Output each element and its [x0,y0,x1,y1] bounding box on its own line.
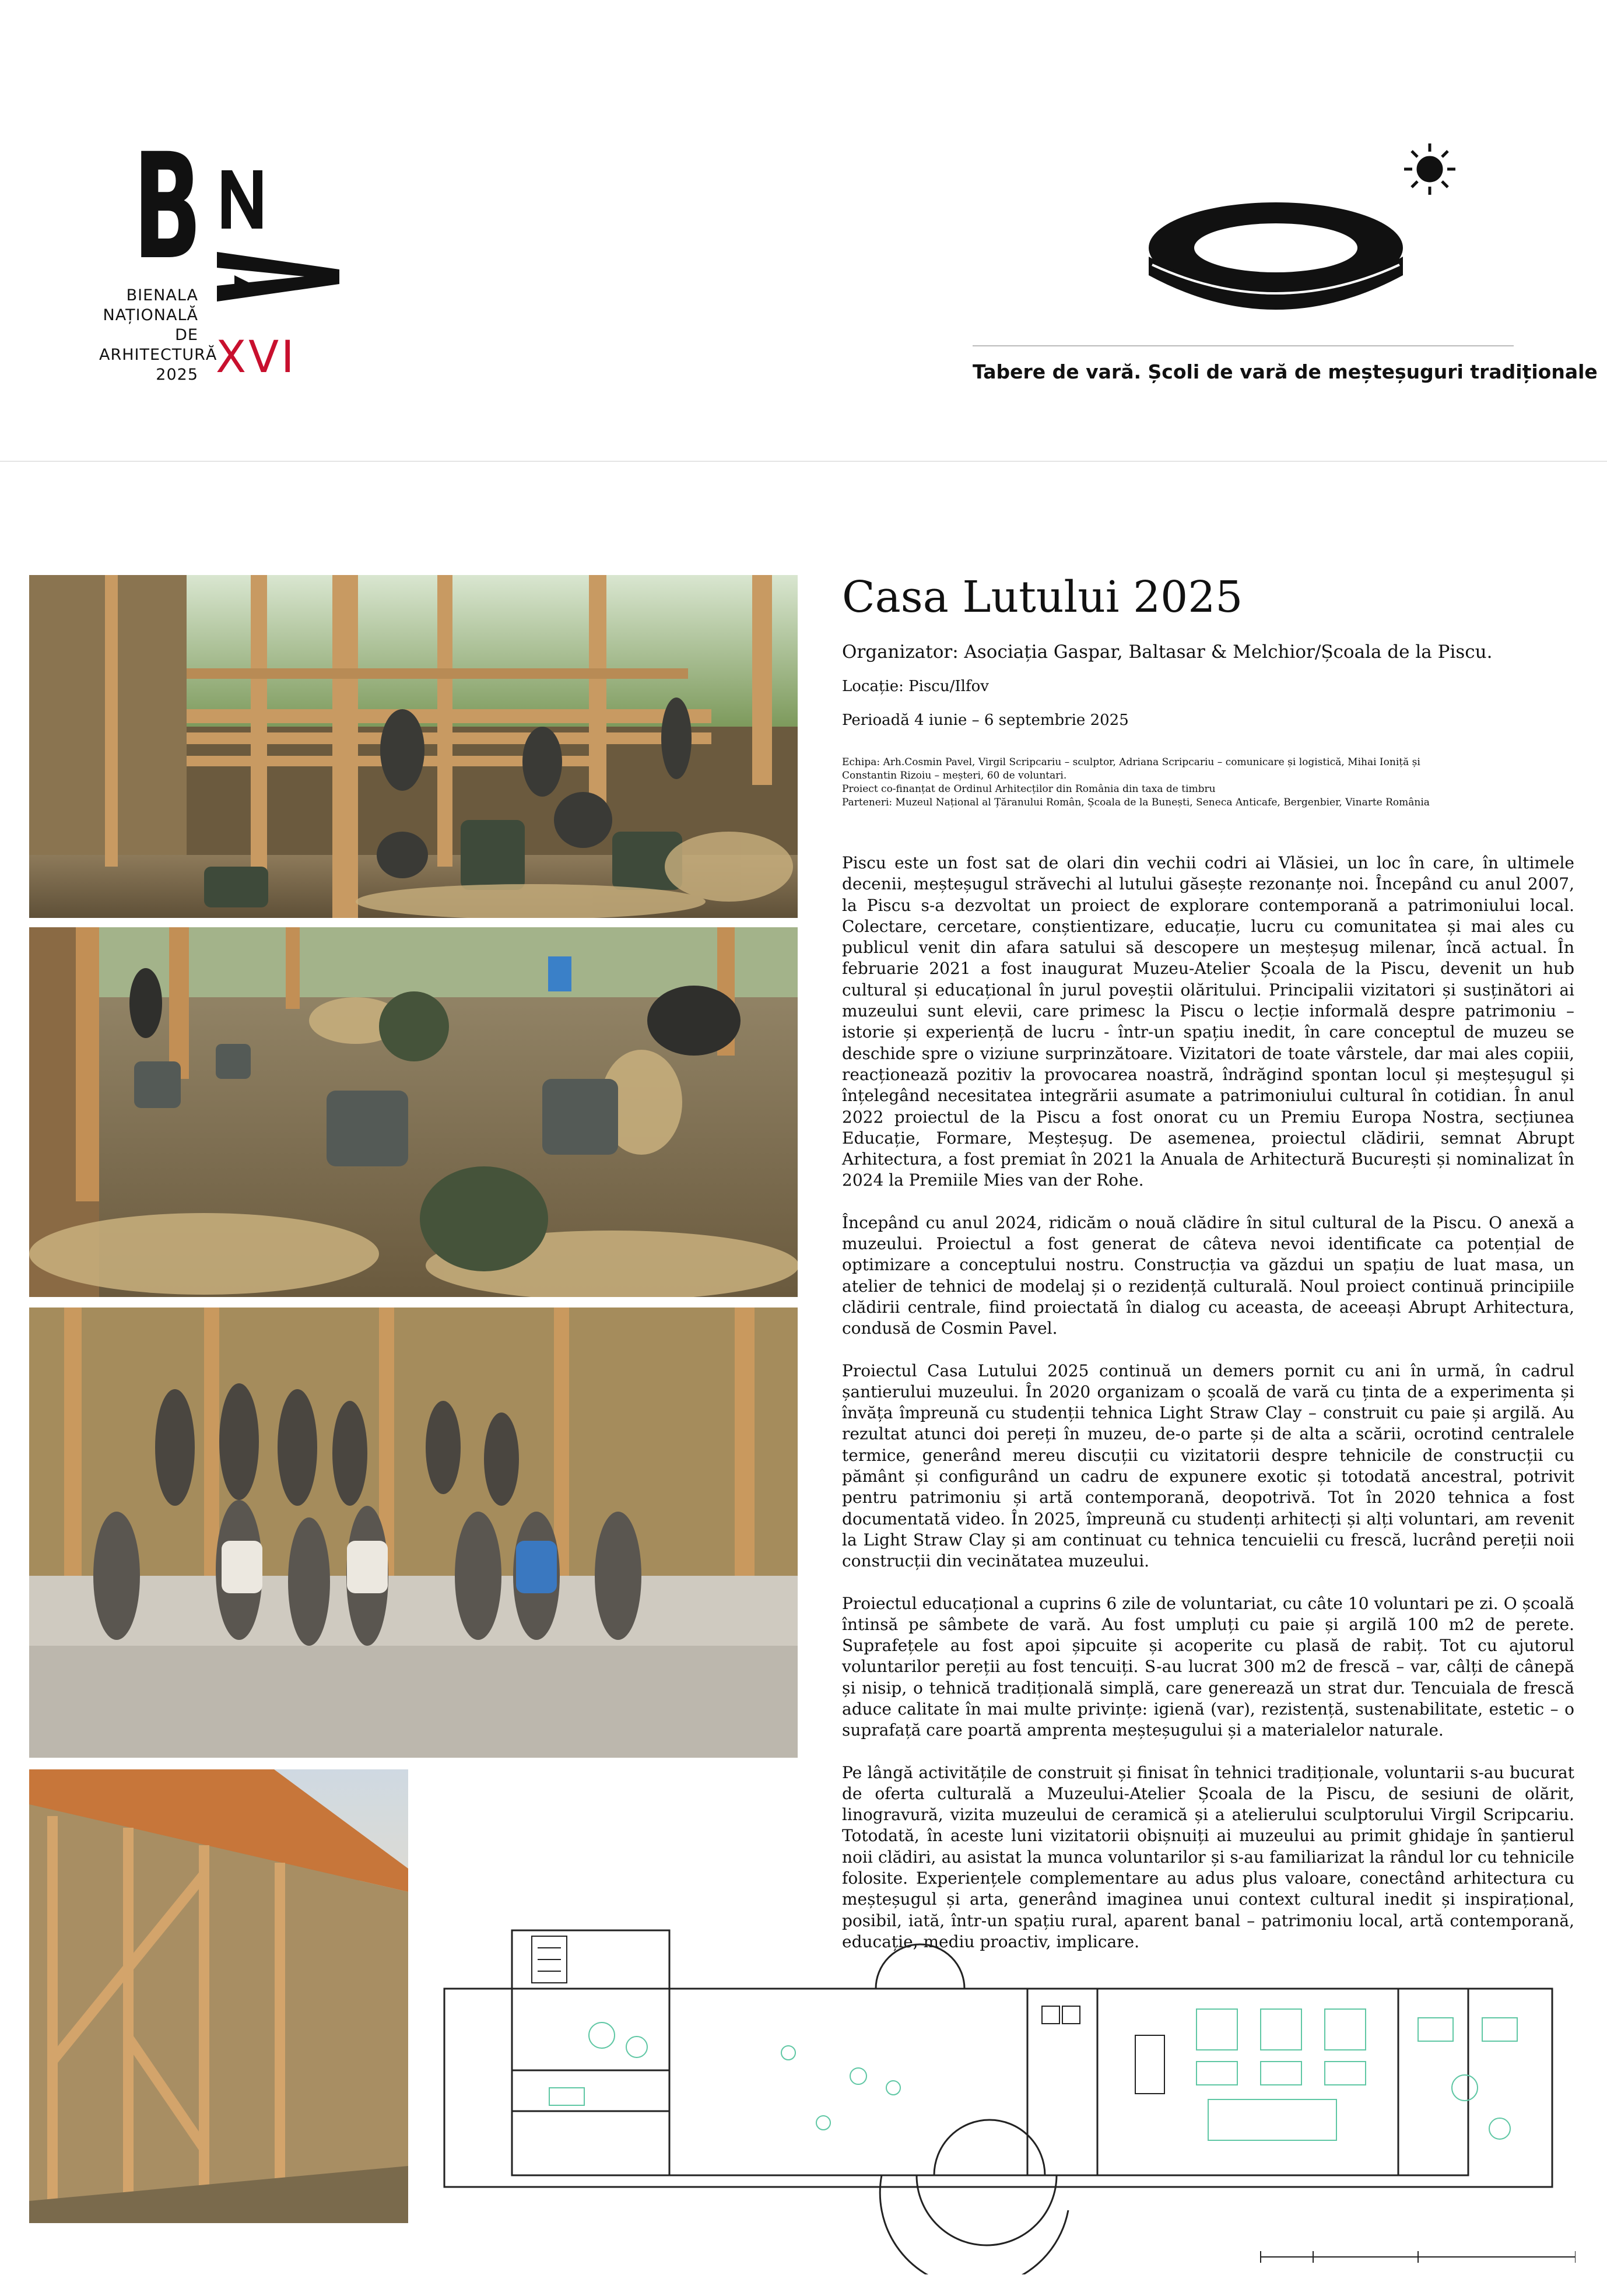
team-line: Parteneri: Muzeul Național al Țăranului Român, Școala de la Bunești, Seneca Anticafe, Bergenbier, Vinarte România [842,797,1430,808]
volunteer-group-portrait-photo [29,1308,798,1758]
description-paragraph: Proiectul Casa Lutului 2025 continuă un demers pornit cu ani în urmă, în cadrul șantierului muzeului. În 2020 organizam o școală de vară cu ținta de a experimenta și învăța împreună cu studenții tehnica Light Straw Clay – construit cu paie și argilă. Au rezultat atunci doi pereți în muzeu, de-o parte și de alta a scării, ocrotind centralele termice, generând mereu discuții cu vizitatorii despre tehnicile de construcții cu pământ și configurând un cadru de expunere exotic și totodată ancestral, potrivit pentru patrimoniu și artă contemporană, deopotrivă. Tot în 2020 tehnica a fost documentată video. În 2025, împreună cu studenți arhitecți și alți voluntari, am revenit la Light Straw Clay și am continuat cu tehnica tencuielii cu frescă, lucrând pereții noii construcții din vecinătatea muzeului. [842,1361,1574,1571]
workers-filling-straw-clay-wall-photo [29,575,798,918]
project-period: Perioadă 4 iunie – 6 septembrie 2025 [842,711,1129,729]
tagline: Tabere de vară. Școli de vară de meșteșuguri tradiționale [973,360,1598,383]
description-paragraph: Piscu este un fost sat de olari din vechii codri ai Vlăsiei, un loc în care, în ultimele decenii, meșteșugul străvechi al lutului găsește rezonanțe noi. Începând cu anul 2007, la Piscu s-a dezvoltat un proiect de explorare contemporană a patrimoniului local. Colectare, cercetare, conștientizare, educație, lucru cu comunitatea și mai ales cu publicul venit din afara satului să descopere un meșteșug milenar, încă actual. În februarie 2021 a fost inaugurat Muzeu-Atelier Școala de la Piscu, devenit un hub cultural și educațional în jurul poveștii olăritului. Principalii vizitatori și susținători ai muzeului sunt elevii, care primesc la Piscu o lecție informală despre patrimoniu – istorie și experiență de lucru - într-un spațiu inedit, în care conceptul de muzeu se deschide spre o viziune surprinzătoare. Vizitatori de toate vârstele, dar mai ales copiii, reacționează pozitiv la provocarea noastră, îndrăgind spontan locul și meșteșugul și înțelegând necesitatea integrării asumate a patrimoniului cultural în cotidian. În anul 2022 proiectul de la Piscu a fost onorat cu un Premiu Europa Nostra, secțiunea Educație, Formare, Meșteșug. De asemenea, proiectul clădirii, semnat Abrupt Arhitectura, a fost premiat în 2021 la Anuala de Arhitectură București și nominalizat în 2024 la Premiile Mies van der Rohe. [842,853,1574,1190]
logo-letter-b: B [133,122,201,292]
project-description [842,853,1574,1973]
team-line: Constantin Rizoiu – meșteri, 60 de voluntari. [842,770,1067,781]
team-line: Echipa: Arh.Cosmin Pavel, Virgil Scripcariu – sculptor, Adriana Scripcariu – comunicare și logistică, Mihai Ioniță și [842,756,1420,768]
tagline-rule [973,345,1514,346]
description-paragraph: Proiectul educațional a cuprins 6 zile de voluntariat, cu câte 10 voluntari pe zi. O școală întinsă pe sâmbete de vară. Au fost umpluți cu paie și argilă 100 m2 de perete. Suprafețele au fost apoi șipcuite și acoperite cu plasă de rabiț. Tot cu ajutorul voluntarilor pereții au fost tencuiți. S-au lucrat 300 m2 de frescă – var, câlți de cânepă și nisip, o tehnică tradițională simplă, care generează un strat dur. Tencuiala de frescă aduce calitate în mai multe privințe: igienă (var), rezistență, sustenabilitate, estetic – o suprafață care poartă amprenta meșteșugului și a materialelor naturale. [842,1593,1574,1740]
project-location: Locație: Piscu/Ilfov [842,678,989,695]
project-team [842,756,1472,809]
logo-edition: XVI [216,331,297,383]
volunteers-mixing-straw-clay-photo [29,927,798,1297]
team-line: Proiect co-finanțat de Ordinul Arhitecților din România din taxa de timbru [842,783,1216,795]
sun-and-ring-building-icon [1143,140,1469,338]
logo-text: BIENALA NAȚIONALĂ DE ARHITECTURĂ 2025 [99,286,217,384]
poster-header [0,0,1607,462]
logo-na-mark [217,164,345,310]
description-paragraph: Începând cu anul 2024, ridicăm o nouă clădire în situl cultural de la Piscu. O anexă a muzeului. Proiectul a fost generat de câteva nevoi identificate ca potențial de optimizare a conceptului nostru. Construcția va găzdui un spațiu de luat masa, un atelier de tehnici de modelaj și o rezidență culturală. Noul proiect continuă principiile clădirii centrale, fiind proiectată în dialog cu aceasta, de aceeași Abrupt Arhitectura, condusă de Cosmin Pavel. [842,1212,1574,1338]
description-paragraph: Pe lângă activitățile de construit și finisat în tehnici tradiționale, voluntarii s-au bucurat de oferta culturală a Muzeului-Atelier Școala de la Piscu, de sesiuni de olărit, linogravură, vizita muzeului de ceramică și a atelierului sculptorului Virgil Scripcariu. Totodată, în aceste luni vizitatorii obișnuiți ai muzeului au primit ghidaje în șantierul noii clădiri, au asistat la munca voluntarilor și s-au familiarizat la rândul lor cu tehnicile folosite. Experiențele complementare au adus plus valoare, conectând arhitectura cu meșteșugul și arta, generând imaginea unui context cultural inedit și inspirațional, posibil, iată, într-un spațiu rural, aparent banal – patrimoniu local, artă contemporană, educație, mediu proactiv, implicare. [842,1762,1574,1951]
project-title: Casa Lutului 2025 [842,572,1243,622]
straw-clay-wall-timber-frame-photo [29,1769,408,2223]
project-organizer: Organizator: Asociația Gaspar, Baltasar & Melchior/Școala de la Piscu. [842,642,1493,662]
floor-plan-drawing [415,1901,1576,2274]
